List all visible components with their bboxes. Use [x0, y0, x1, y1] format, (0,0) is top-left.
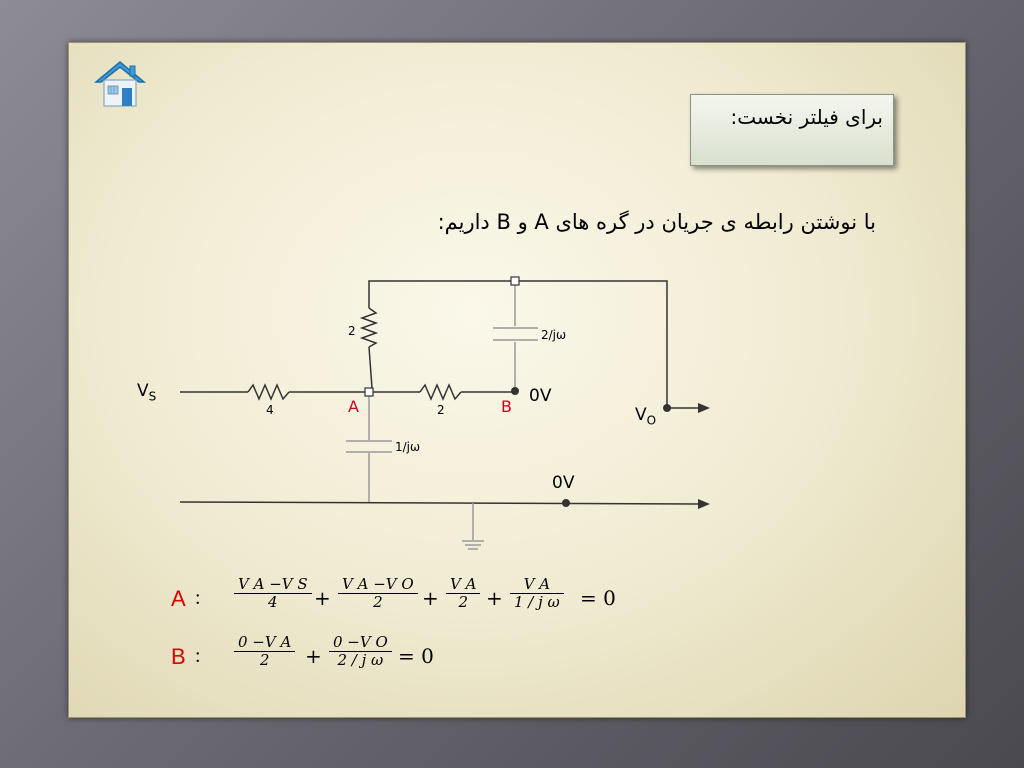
equation-b-rhs: = 0: [398, 644, 434, 668]
vs-label: $V_S$: [137, 381, 157, 404]
equation-a-term-2: $\frac{\text{V A −V O}}{2}$: [340, 576, 416, 612]
equation-b-term-1: $\frac{\text{0 −V A}}{2}$: [236, 634, 293, 670]
capacitor-top-value: 2/jω: [541, 328, 567, 342]
equation-b-colon: :: [195, 645, 201, 667]
equation-a-term-1: $\frac{\text{V A −V S}}{4}$: [236, 576, 310, 612]
equation-a-label: A: [171, 586, 186, 611]
plus-sign: +: [305, 644, 322, 668]
node-a-label: A: [348, 397, 359, 416]
resistor-mid-value: 2: [437, 403, 445, 417]
equation-a-term-4: $\frac{\text{V A}}{\text{1 / j ω}}$: [512, 576, 562, 612]
node-b-label: B: [501, 397, 512, 416]
slide-subtitle: با نوشتن رابطه ی جریان در گره های A و B داریم:: [437, 210, 876, 234]
plus-sign: +: [422, 586, 439, 610]
vo-label: $V_O$: [635, 405, 657, 428]
zero-v-bottom: 0V: [552, 473, 575, 493]
resistor-top-value: 2: [348, 324, 356, 338]
capacitor-bottom-value: 1/jω: [395, 440, 421, 454]
slide-title: برای فیلتر نخست:: [730, 105, 883, 129]
equation-a-rhs: = 0: [580, 586, 616, 610]
equation-a-colon: :: [195, 587, 201, 609]
resistor-left-value: 4: [266, 403, 274, 417]
equation-b-label: B: [171, 644, 186, 669]
zero-v-node-b: 0V: [529, 386, 552, 406]
equation-b-term-2: $\frac{\text{0 −V O}}{\text{2 / j ω}}$: [331, 634, 390, 670]
plus-sign: +: [486, 586, 503, 610]
plus-sign: +: [314, 586, 331, 610]
equation-a-term-3: $\frac{\text{V A}}{2}$: [448, 576, 478, 612]
